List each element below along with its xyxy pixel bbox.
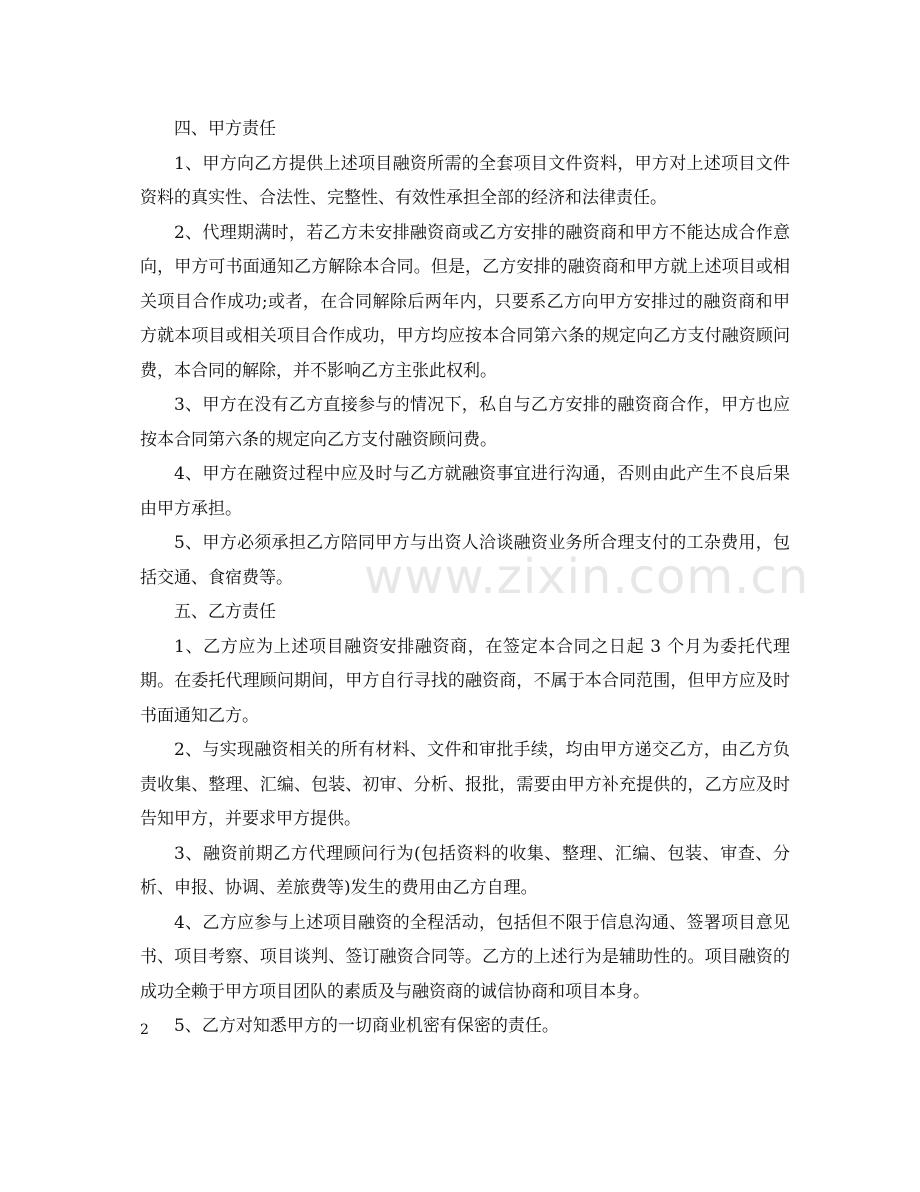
paragraph: 3、融资前期乙方代理顾问行为(包括资料的收集、整理、汇编、包装、审查、分析、申报、协调、差旅费等)发生的费用由乙方自理。 [140,843,790,898]
paragraph: 1、乙方应为上述项目融资安排融资商，在签定本合同之日起 3 个月为委托代理期。在委托代理顾问期间，甲方自行寻找的融资商，不属于本合同范围，但甲方应及时书面通知乙方。 [140,636,790,726]
page-number: 2 [140,1022,149,1038]
section-heading: 四、甲方责任 [174,119,276,139]
paragraph: 4、甲方在融资过程中应及时与乙方就融资事宜进行沟通，否则由此产生不良后果由甲方承担。 [140,464,790,519]
watermark: www.zixin.com.cn [364,549,810,605]
paragraph: 5、甲方必须承担乙方陪同甲方与出资人洽谈融资业务所合理支付的工杂费用，包括交通、食宿费等。 [140,533,790,588]
paragraph: 2、与实现融资相关的所有材料、文件和审批手续，均由甲方递交乙方，由乙方负责收集、整理、汇编、包装、初审、分析、报批，需要由甲方补充提供的，乙方应及时告知甲方，并要求甲方提供。 [140,740,790,829]
section-heading: 五、乙方责任 [174,602,276,622]
paragraph: 2、代理期满时，若乙方未安排融资商或乙方安排的融资商和甲方不能达成合作意向，甲方可书面通知乙方解除本合同。但是，乙方安排的融资商和甲方就上述项目或相关项目合作成功;或者，在合同解除后两年内，只要系乙方向甲方安排过的融资商和甲方就本项目或相关项目合作成功，甲方均应按本合同第六条的规定向乙方支付融资顾问费，本合同的解除，并不影响乙方主张此权利。 [140,222,790,381]
paragraph: 4、乙方应参与上述项目融资的全程活动，包括但不限于信息沟通、签署项目意见书、项目考察、项目谈判、签订融资合同等。乙方的上述行为是辅助性的。项目融资的成功全赖于甲方项目团队的素质及与融资商的诚信协商和项目本身。 [140,912,790,1002]
paragraph: 1、甲方向乙方提供上述项目融资所需的全套项目文件资料，甲方对上述项目文件资料的真实性、合法性、完整性、有效性承担全部的经济和法律责任。 [140,153,790,208]
paragraph: 3、甲方在没有乙方直接参与的情况下，私自与乙方安排的融资商合作，甲方也应按本合同第六条的规定向乙方支付融资顾问费。 [140,395,790,450]
paragraph: 5、乙方对知悉甲方的一切商业机密有保密的责任。 [174,1016,559,1036]
